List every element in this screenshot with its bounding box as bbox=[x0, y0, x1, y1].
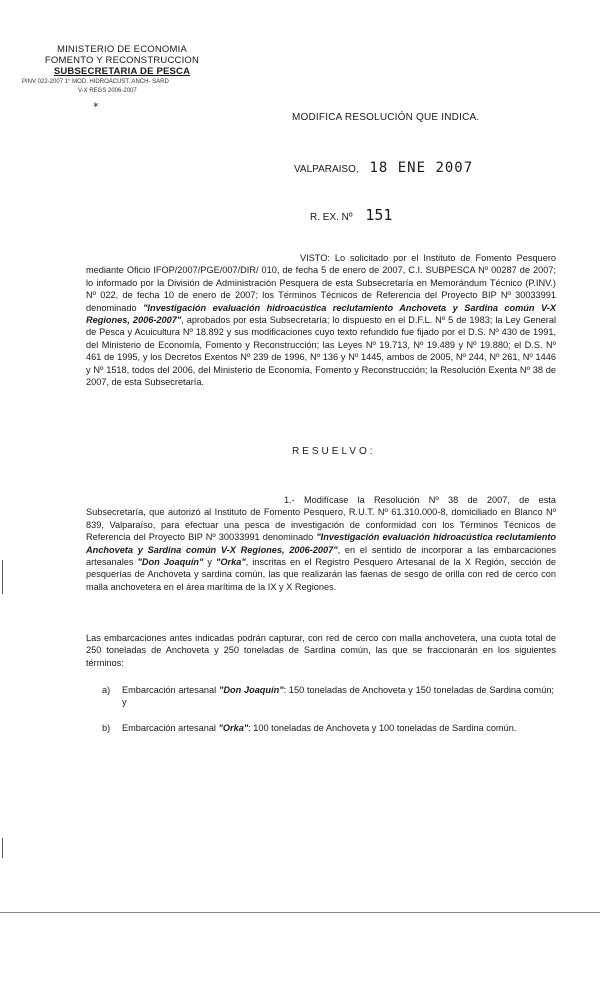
visto-rest: , aprobados por esta Subsecretaría; lo dispuesto en el D.F.L. Nº 5 de 1983; la Ley General de Pesca y Acuicultura Nº 18.892 y sus modificaciones cuyo texto refundido fue fijado por el D.S. Nº 430 de 1991, del Ministerio de Economía, Fomento y Reconstrucción; las Leyes Nº 19.713, Nº 19.489 y Nº 19.880; el D.S. Nº 461 de 1995, y los Decretos Exentos Nº 239 de 1996, Nº 136 y Nº 1445, ambos de 2005, Nº 244, Nº 261, Nº 1446 y Nº 1518, todos del 2006, del Ministerio de Economía, Fomento y Reconstrucción; la Resolución Exenta Nº 38 de 2007, de esta Subsecretaría. bbox=[86, 315, 556, 388]
rex-number: 151 bbox=[365, 206, 393, 224]
item-boat-name: "Don Joaquín" bbox=[218, 685, 284, 695]
page-divider bbox=[0, 912, 600, 913]
project-title: "Investigación evaluación hidroacústica reclutamiento Anchoveta y Sardina común V-X Regiones, 2006-2007" bbox=[86, 302, 556, 326]
item-marker: a) bbox=[102, 685, 111, 695]
item-rest: : 100 toneladas de Anchoveta y 100 toneladas de Sardina común. bbox=[248, 723, 517, 733]
art1-rest: , inscritas en el Registro Pesquero Artesanal de la X Región, sección de pesquerías de Anchoveta y sardina común, las que realizarán las faenas de sesgo de orilla con red de cerco con malla anchovetera en el área marítima de la IX y X Regiones. bbox=[86, 557, 556, 592]
item-rest: : 150 toneladas de Anchoveta y 150 toneladas de Sardina común; y bbox=[122, 685, 554, 708]
resolution-number bbox=[310, 206, 392, 224]
art1-and: y bbox=[203, 557, 217, 568]
rex-label: R. EX. Nº bbox=[310, 212, 353, 223]
stamped-date: 18 ENE 2007 bbox=[369, 160, 474, 176]
item-text bbox=[122, 722, 554, 734]
list-item-a bbox=[102, 684, 554, 709]
art1-lead: 1.- Modifícase la Resolución Nº 38 de 2007, de esta Subsecretaría, que autorizó al Instituto de Fomento Pesquero, R.U.T. Nº 61.310.000-8, domiciliado en Blanco Nº 839, Valparaíso, para efectuar una pesca de investigación de conformidad con los Términos Técnicos de Referencia del Proyecto BIP Nº 30033991 denominado bbox=[86, 495, 556, 543]
item-boat-name: "Orka" bbox=[218, 723, 249, 733]
scan-margin-mark bbox=[2, 838, 3, 858]
place: VALPARAISO, bbox=[294, 164, 359, 175]
visto-paragraph bbox=[86, 252, 556, 388]
boat-name-1: "Don Joaquín" bbox=[137, 557, 204, 568]
article-1 bbox=[86, 494, 556, 593]
quota-paragraph: Las embarcaciones antes indicadas podrán capturar, con red de cerco con malla anchovetera, una cuota total de 250 toneladas de Anchoveta y 250 toneladas de Sardina común, las que se fraccionarán en los siguientes términos: bbox=[86, 633, 556, 668]
reference-code-2: V-X REGS 2006-2007 bbox=[78, 88, 137, 94]
subsecretaria-line: SUBSECRETARIA DE PESCA bbox=[53, 66, 191, 77]
resuelvo-heading: RESUELVO: bbox=[292, 446, 376, 457]
list-item-b bbox=[102, 722, 554, 734]
letterhead bbox=[22, 44, 222, 95]
item-lead: Embarcación artesanal bbox=[122, 723, 219, 733]
item-lead: Embarcación artesanal bbox=[122, 685, 219, 695]
ministry-line-2: FOMENTO Y RECONSTRUCCION bbox=[44, 55, 200, 66]
item-text bbox=[122, 684, 554, 709]
art1-mid: , en el sentido de incorporar a las embarcaciones artesanales bbox=[86, 544, 556, 568]
place-date bbox=[294, 160, 473, 176]
document-subject: MODIFICA RESOLUCIÓN QUE INDICA. bbox=[292, 112, 480, 123]
boat-name-2: "Orka" bbox=[216, 557, 246, 568]
visto-lead: VISTO: Lo solicitado por el Instituto de Fomento Pesquero mediante Oficio IFOP/2007/PGE/007/DIR/ 010, de fecha 5 de enero de 2007, C.I. SUBPESCA Nº 00287 de 2007; lo informado por la División de Administración Pesquera de esta Subsecretaría en Memorándum Técnico (P.INV.) Nº 022, de fecha 10 de enero de 2007; los Términos Técnicos de Referencia del Proyecto BIP Nº 30033991 denominado bbox=[86, 253, 556, 313]
reference-code: PINV 022-2007 1° MOD. HIDROACUST. ANCH- SARD bbox=[22, 79, 169, 85]
star-icon: ✶ bbox=[92, 100, 100, 110]
scan-margin-mark bbox=[2, 560, 3, 594]
ministry-line: MINISTERIO DE ECONOMIA bbox=[56, 44, 188, 55]
art1-project-title: "Investigación evaluación hidroacústica reclutamiento Anchoveta y Sardina común V-X Regiones, 2006-2007" bbox=[86, 532, 556, 555]
item-marker: b) bbox=[102, 723, 111, 733]
